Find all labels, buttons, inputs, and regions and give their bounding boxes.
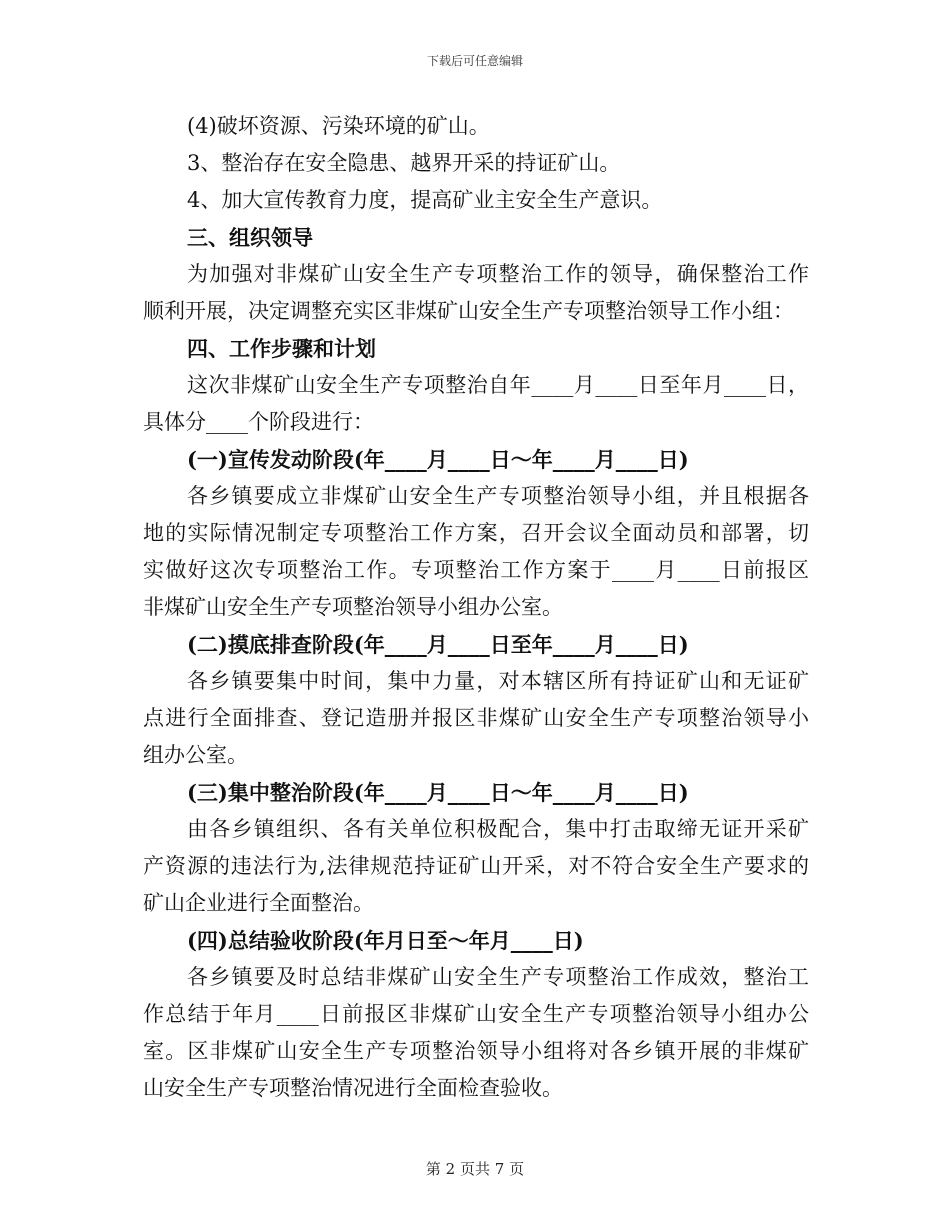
page-header: 下载后可任意编辑 <box>426 54 523 68</box>
document-body <box>143 108 809 1107</box>
list-item-3: 3、整治存在安全隐患、越界开采的持证矿山。 <box>187 151 621 175</box>
paragraph-line: 非煤矿山安全生产专项整治领导小组办公室。 <box>143 595 563 619</box>
paragraph-line: 顺利开展，决定调整充实区非煤矿山安全生产专项整治领导工作小组： <box>143 299 794 323</box>
subsection-heading-2: (二)摸底排查阶段(年____月____日至年____月____日) <box>187 632 689 657</box>
paragraph-line: 各乡镇要及时总结非煤矿山安全生产专项整治工作成效，整治工 <box>187 965 809 989</box>
subsection-heading-3: (三)集中整治阶段(年____月____日～年____月____日) <box>187 780 689 805</box>
list-item-4-sub: (4)破坏资源、污染环境的矿山。 <box>187 114 490 138</box>
paragraph-line: 作总结于年月____日前报区非煤矿山安全生产专项整治领导小组办公 <box>143 1002 809 1026</box>
paragraph-line: 产资源的违法行为,法律规范持证矿山开采，对不符合安全生产要求的 <box>143 854 809 878</box>
paragraph-line: 各乡镇要集中时间，集中力量，对本辖区所有持证矿山和无证矿 <box>187 669 809 693</box>
paragraph-line: 具体分____个阶段进行： <box>143 410 374 434</box>
paragraph-line: 矿山企业进行全面整治。 <box>143 891 374 915</box>
page-footer: 第 2 页共 7 页 <box>425 1160 525 1178</box>
paragraph-line: 由各乡镇组织、各有关单位积极配合，集中打击取缔无证开采矿 <box>187 817 809 841</box>
paragraph-line: 室。区非煤矿山安全生产专项整治领导小组将对各乡镇开展的非煤矿 <box>143 1039 809 1063</box>
paragraph-line: 各乡镇要成立非煤矿山安全生产专项整治领导小组，并且根据各 <box>187 484 809 508</box>
paragraph-line: 为加强对非煤矿山安全生产专项整治工作的领导，确保整治工作 <box>187 262 809 286</box>
paragraph-line: 实做好这次专项整治工作。专项整治工作方案于____月____日前报区 <box>143 558 809 582</box>
paragraph-line: 山安全生产专项整治情况进行全面检查验收。 <box>143 1076 563 1100</box>
paragraph-line: 点进行全面排查、登记造册并报区非煤矿山安全生产专项整治领导小 <box>143 706 809 730</box>
paragraph-line: 组办公室。 <box>143 743 248 767</box>
list-item-4: 4、加大宣传教育力度，提高矿业主安全生产意识。 <box>187 188 663 212</box>
section-heading-4: 四、工作步骤和计划 <box>187 336 376 361</box>
subsection-heading-4: (四)总结验收阶段(年月日至～年月____日) <box>187 928 584 953</box>
paragraph-line: 地的实际情况制定专项整治工作方案，召开会议全面动员和部署，切 <box>143 521 809 545</box>
paragraph-line: 这次非煤矿山安全生产专项整治自年____月____日至年月____日， <box>187 373 809 397</box>
subsection-heading-1: (一)宣传发动阶段(年____月____日～年____月____日) <box>187 447 689 472</box>
section-heading-3: 三、组织领导 <box>187 225 313 250</box>
